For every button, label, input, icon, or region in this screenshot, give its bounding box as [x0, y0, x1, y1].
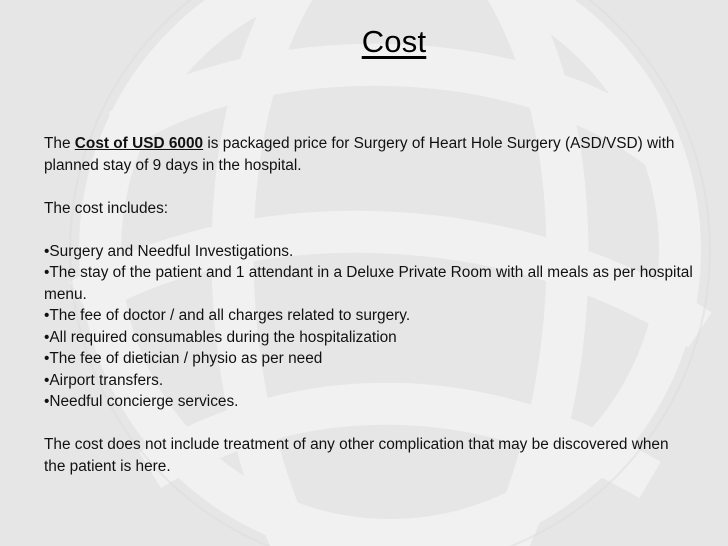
bullet-item: •The fee of doctor / and all charges related to surgery. [44, 307, 411, 324]
includes-heading: The cost includes: [44, 199, 169, 217]
bullet-item: •The fee of dietician / physio as per need [44, 350, 323, 367]
slide-title [30, 24, 728, 60]
spacer [44, 219, 694, 241]
intro-paragraph [44, 133, 694, 176]
intro-prefix: The [44, 135, 75, 152]
bullet-item: •All required consumables during the hospitalization [44, 328, 397, 346]
slide-body [44, 133, 694, 477]
bullet-item: •Surgery and Needful Investigations. [44, 242, 294, 260]
bullet-item: •The stay of the patient and 1 attendant in a Deluxe Private Room with all meals as per hospital menu. [44, 264, 693, 303]
exclusion-paragraph: The cost does not include treatment of any other complication that may be discovered when the patient is here. [44, 436, 669, 475]
intro-suffix: is packaged price for Surgery of Heart Hole Surgery (ASD/VSD) with planned stay of 9 days in the hospital. [44, 135, 675, 174]
spacer [44, 413, 694, 435]
cost-highlight: Cost of USD 6000 [74, 135, 204, 152]
slide-title-text: Cost [361, 24, 427, 59]
bullet-item: •Airport transfers. [44, 371, 164, 389]
spacer [44, 176, 694, 198]
bullet-item: •Needful concierge services. [44, 393, 239, 410]
